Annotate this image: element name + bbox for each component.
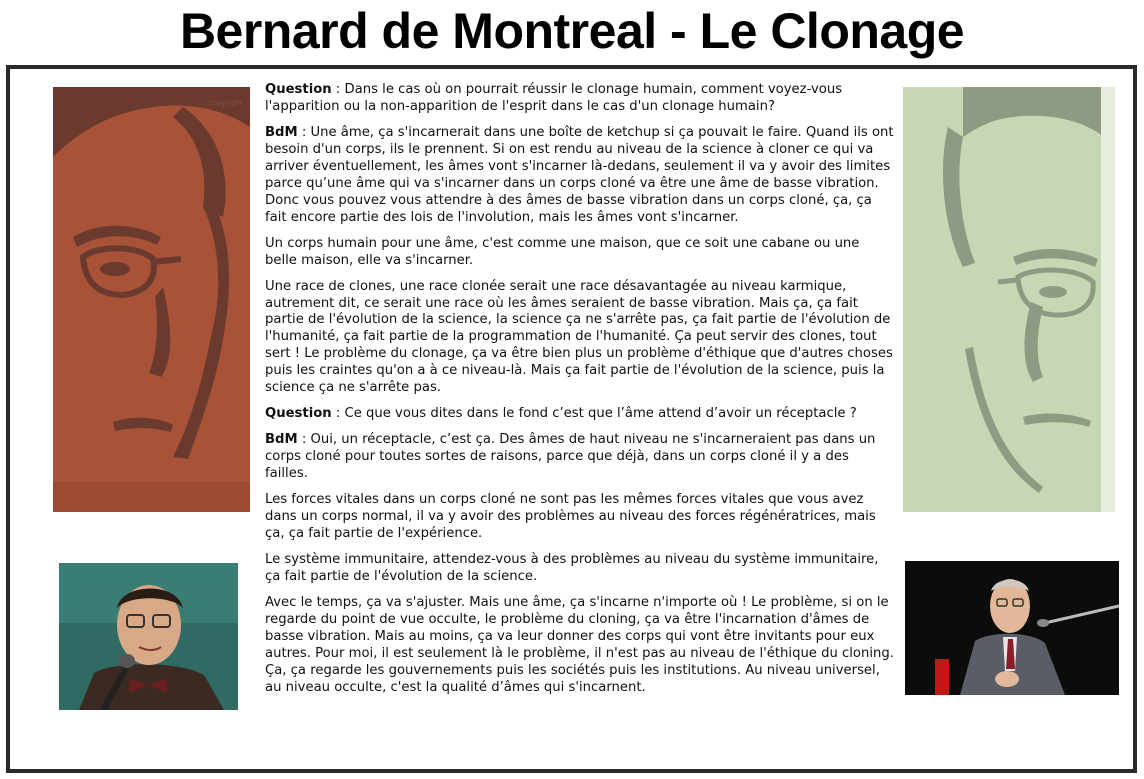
speaker-label: Question [265, 406, 332, 422]
paragraph-text: Les forces vitales dans un corps cloné ne sont pas les mêmes forces vitales que vous avez dans un corps normal, il va y avoir des problèmes au niveau des forces régénératrices, mais ça, ça fait partie de l'expérience. [265, 492, 876, 541]
article-paragraph [265, 406, 895, 423]
copyright-watermark: Copyright [208, 99, 243, 107]
paragraph-text: : Oui, un réceptacle, c’est ça. Des âmes de haut niveau ne s'incarneraient pas dans un corps cloné pour toutes sortes de raisons, parce que déjà, dans un corps cloné il y a des failles. [265, 432, 876, 482]
speaker-label: Question [265, 82, 332, 97]
paragraph-text: Une race de clones, une race clonée serait une race désavantagée au niveau karmique, autrement dit, ce serait une race où les âmes seraient de basse vibration. Mais ça, ça fait partie de l'évolution de la science, la science ça ne s'arrête pas, ça fait partie de l'évolution de l'humanité, ça fait partie de la programmation de l'humanité. Ça peut servir des clones, tout sert ! Le problème du clonage, ça va être bien plus un problème d'éthique que d'autres choses puis les craintes qu'on a à ce niveau-là. Mais ça fait partie de l'évolution de la science, puis la science ça ne s'arrête pas. [265, 278, 893, 396]
paragraph-text: Un corps humain pour une âme, c'est comme une maison, que ce soit une cabane ou une belle maison, elle va s'incarner. [265, 235, 860, 268]
speaker-label: BdM [265, 125, 298, 140]
content-frame [6, 65, 1137, 773]
article-paragraph [265, 552, 895, 586]
article-body [265, 82, 895, 706]
article-paragraph [265, 432, 895, 483]
right-portrait-image [903, 87, 1115, 512]
article-paragraph [265, 125, 895, 226]
article-paragraph [265, 595, 895, 696]
paragraph-text: : Ce que vous dites dans le fond c’est que l’âme attend d’avoir un réceptacle ? [331, 406, 857, 422]
article-paragraph [265, 236, 895, 270]
paragraph-text: Le système immunitaire, attendez-vous à des problèmes au niveau du système immunitaire, ça fait partie de l'évolution de la science. [265, 552, 879, 584]
left-portrait-image [53, 87, 250, 512]
right-photo-speaker [905, 561, 1119, 695]
paragraph-text: Avec le temps, ça va s'ajuster. Mais une âme, ça s'incarne n'importe où ! Le problème, si on le regarde du point de vue occulte, le problème du cloning, ça va être l'incarnation d'âmes de basse vibration. Mais au moins, ça va leur donner des corps qui vont être invitants pour eux autres. Pour moi, il est seulement là le problème, il n'est pas au niveau de l'éthique du cloning. Ça, ça regarde les gouvernements puis les sociétés puis les institutions. Au niveau universel, au niveau occulte, c'est la qualité d’âmes qui s'incarnent. [265, 595, 894, 695]
article-paragraph [265, 279, 895, 397]
speaker-label: BdM [265, 432, 298, 448]
article-paragraph [265, 492, 895, 543]
paragraph-text: : Dans le cas où on pourrait réussir le clonage humain, comment voyez-vous l'apparition ou la non-apparition de l'esprit dans le cas d'un clonage humain? [265, 82, 843, 114]
page-title: Bernard de Montreal - Le Clonage [179, 3, 965, 59]
left-photo-microphone [59, 563, 238, 710]
paragraph-text: : Une âme, ça s'incarnerait dans une boîte de ketchup si ça pouvait le faire. Quand ils ont besoin d'un corps, ils le prennent. Si on est rendu au niveau de la science à cloner ce qui va arriver éventuellement, les âmes vont s'incarner là-dedans, seulement il va y avoir des limites parce qu’une âme qui va s'incarner dans un corps cloné va être une âme de basse vibration. Donc vous pouvez vous attendre à des âmes de basse vibration dans un corps cloné, ça, ça fait encore partie des lois de l'involution, mais les âmes vont s'incarner. [265, 125, 894, 225]
article-paragraph [265, 82, 895, 116]
